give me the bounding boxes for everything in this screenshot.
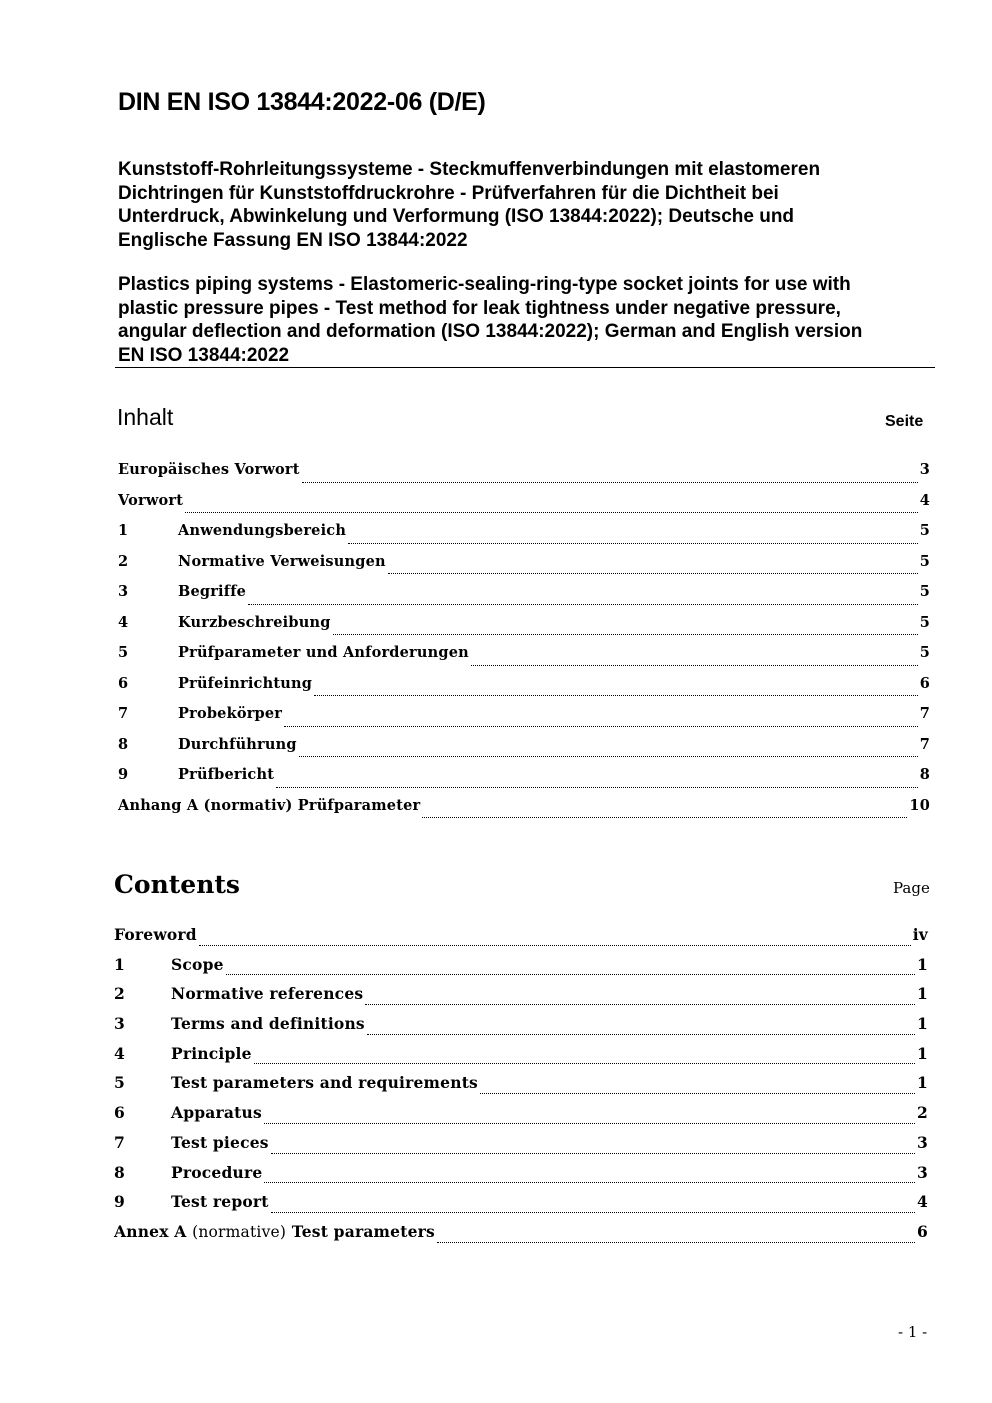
title-german-line: Englische Fassung EN ISO 13844:2022	[118, 229, 468, 251]
toc-entry-number: 3	[118, 583, 129, 600]
toc-entry-leader	[254, 1062, 915, 1064]
toc-entry-page: 3	[917, 1132, 928, 1152]
title-english-line: angular deflection and deformation (ISO 13844:2022); German and English version	[118, 321, 863, 342]
toc-entry[interactable]	[114, 955, 928, 985]
toc-entry-leader	[226, 973, 915, 975]
toc-entry[interactable]	[118, 797, 930, 828]
toc-entry-number: 2	[114, 984, 125, 1004]
toc-entry[interactable]	[114, 1163, 928, 1193]
toc-entry-title: Vorwort	[118, 491, 184, 509]
toc-entry-title	[114, 1222, 435, 1241]
toc-entry[interactable]	[118, 461, 930, 492]
toc-entry-number: 7	[114, 1132, 125, 1152]
toc-entry-title: Terms and definitions	[171, 1014, 365, 1034]
toc-entry[interactable]	[114, 1133, 928, 1163]
toc-entry[interactable]	[118, 583, 930, 614]
toc-entry-title: Prüfbericht	[178, 766, 275, 783]
toc-german-page-label: Seite	[885, 413, 924, 430]
toc-entry-page: 6	[919, 674, 930, 692]
toc-entry-number: 4	[114, 1043, 125, 1063]
toc-entry-leader	[271, 1211, 915, 1213]
toc-entry-page: 4	[919, 491, 930, 509]
toc-entry-title: Begriffe	[178, 583, 247, 600]
toc-entry[interactable]	[114, 1103, 928, 1133]
toc-entry-leader	[302, 481, 918, 483]
toc-entry-page: 3	[917, 1162, 928, 1182]
toc-entry[interactable]	[114, 1073, 928, 1103]
toc-entry-leader	[248, 603, 918, 605]
toc-entry-leader	[264, 1181, 915, 1183]
toc-entry-title: Anwendungsbereich	[178, 522, 347, 539]
toc-entry-page: 1	[917, 1043, 928, 1063]
toc-entry-title: Anhang A (normativ) Prüfparameter	[118, 796, 421, 814]
toc-entry-page: 1	[917, 984, 928, 1004]
toc-entry-title-annex-type: (normative)	[192, 1222, 287, 1241]
toc-entry-page: iv	[912, 925, 928, 944]
toc-entry-title: Normative Verweisungen	[178, 552, 386, 570]
toc-entry-number: 1	[114, 954, 125, 974]
toc-entry-leader	[422, 816, 907, 818]
toc-entry-number: 7	[118, 705, 129, 722]
toc-entry-title: Prüfeinrichtung	[178, 674, 313, 692]
toc-entry-page: 5	[919, 552, 930, 570]
toc-entry-title: Test parameters and requirements	[171, 1073, 478, 1093]
toc-entry-title: Europäisches Vorwort	[118, 461, 300, 478]
toc-entry-page: 5	[919, 613, 930, 631]
toc-entry-page: 2	[917, 1103, 928, 1123]
toc-entry-title: Kurzbeschreibung	[178, 613, 331, 631]
toc-entry-page: 1	[917, 1073, 928, 1093]
toc-entry-number: 5	[114, 1073, 125, 1093]
toc-entry-number: 6	[118, 674, 129, 692]
toc-entry-title: Durchführung	[178, 735, 297, 753]
title-german	[118, 158, 918, 252]
toc-entry-title: Probekörper	[178, 705, 283, 722]
toc-entry-leader	[299, 755, 918, 757]
toc-entry-title: Principle	[171, 1043, 252, 1063]
toc-entry-title: Scope	[171, 954, 224, 974]
toc-entry-title: Test pieces	[171, 1132, 269, 1152]
toc-entry-leader	[471, 664, 918, 666]
toc-entry-page: 5	[919, 644, 930, 661]
toc-entry-number: 6	[114, 1103, 125, 1123]
toc-entry[interactable]	[114, 925, 928, 955]
toc-entry[interactable]	[118, 736, 930, 767]
toc-german-heading: Inhalt	[117, 404, 174, 430]
toc-entry[interactable]	[118, 614, 930, 645]
toc-entry-title: Procedure	[171, 1162, 263, 1182]
toc-entry[interactable]	[118, 522, 930, 553]
toc-entry-page: 10	[909, 796, 930, 814]
title-german-line: Unterdruck, Abwinkelung und Verformung (ISO 13844:2022); Deutsche und	[118, 206, 795, 227]
toc-entry-title-prefix: Annex A	[114, 1221, 193, 1241]
toc-entry[interactable]	[114, 1222, 928, 1252]
header-divider	[115, 367, 935, 368]
toc-entry-page: 5	[919, 583, 930, 600]
toc-entry-page: 8	[919, 766, 930, 783]
toc-english-page-label: Page	[893, 879, 930, 897]
toc-entry-number: 3	[114, 1014, 125, 1034]
title-german-line: Dichtringen für Kunststoffdruckrohre - Prüfverfahren für die Dichtheit bei	[118, 182, 779, 204]
toc-entry-leader	[271, 1152, 915, 1154]
toc-entry-number: 2	[118, 552, 129, 570]
toc-entry-page: 1	[917, 954, 928, 974]
toc-entry-page: 6	[917, 1221, 928, 1241]
toc-entry[interactable]	[114, 1044, 928, 1074]
toc-entry-leader	[276, 786, 918, 788]
toc-entry-number: 9	[118, 766, 129, 783]
title-english-line: plastic pressure pipes - Test method for leak tightness under negative pressure,	[118, 297, 841, 319]
title-english-line: Plastics piping systems - Elastomeric-sealing-ring-type socket joints for use with	[118, 274, 851, 295]
title-english-line: EN ISO 13844:2022	[118, 344, 290, 366]
toc-entry[interactable]	[114, 1014, 928, 1044]
toc-entry[interactable]	[114, 984, 928, 1014]
toc-entry-number: 8	[114, 1162, 125, 1182]
toc-english	[114, 925, 928, 1252]
toc-entry-leader	[367, 1033, 915, 1035]
toc-entry-page: 5	[919, 522, 930, 539]
toc-entry-title: Foreword	[114, 925, 197, 944]
toc-entry-leader	[388, 572, 918, 574]
toc-entry-number: 1	[118, 522, 129, 539]
toc-entry-number: 8	[118, 735, 129, 753]
toc-entry-leader	[185, 511, 918, 513]
toc-entry-leader	[365, 1003, 915, 1005]
toc-entry-title: Apparatus	[171, 1103, 262, 1123]
document-title: DIN EN ISO 13844:2022-06 (D/E)	[118, 88, 486, 116]
toc-entry-leader	[284, 725, 918, 727]
toc-entry[interactable]	[118, 766, 930, 797]
toc-entry[interactable]	[118, 675, 930, 706]
toc-entry[interactable]	[118, 492, 930, 523]
toc-entry-number: 5	[118, 644, 129, 661]
toc-entry[interactable]	[118, 644, 930, 675]
toc-entry-leader	[199, 944, 911, 946]
toc-entry-leader	[333, 633, 918, 635]
toc-english-heading: Contents	[114, 870, 241, 899]
toc-entry-page: 4	[917, 1192, 928, 1212]
toc-entry-number: 9	[114, 1192, 125, 1212]
toc-entry-title: Test report	[171, 1192, 269, 1212]
toc-entry-leader	[437, 1241, 915, 1243]
toc-entry-page: 7	[919, 735, 930, 753]
toc-entry-page: 7	[919, 705, 930, 722]
toc-entry-leader	[480, 1092, 915, 1094]
page-number: - 1 -	[898, 1323, 928, 1341]
toc-entry-title-suffix: Test parameters	[286, 1221, 435, 1241]
toc-entry-page: 1	[917, 1014, 928, 1034]
toc-entry-leader	[348, 542, 918, 544]
toc-german	[118, 461, 930, 827]
toc-entry-number: 4	[118, 613, 129, 631]
toc-entry-leader	[314, 694, 918, 696]
toc-entry-title: Prüfparameter und Anforderungen	[178, 644, 469, 661]
toc-entry[interactable]	[118, 705, 930, 736]
toc-entry-page: 3	[919, 461, 930, 478]
toc-entry-title: Normative references	[171, 984, 364, 1004]
toc-entry[interactable]	[118, 553, 930, 584]
toc-entry-leader	[264, 1122, 915, 1124]
title-english	[118, 273, 918, 367]
toc-entry[interactable]	[114, 1192, 928, 1222]
title-german-line: Kunststoff-Rohrleitungssysteme - Steckmuffenverbindungen mit elastomeren	[118, 159, 821, 180]
